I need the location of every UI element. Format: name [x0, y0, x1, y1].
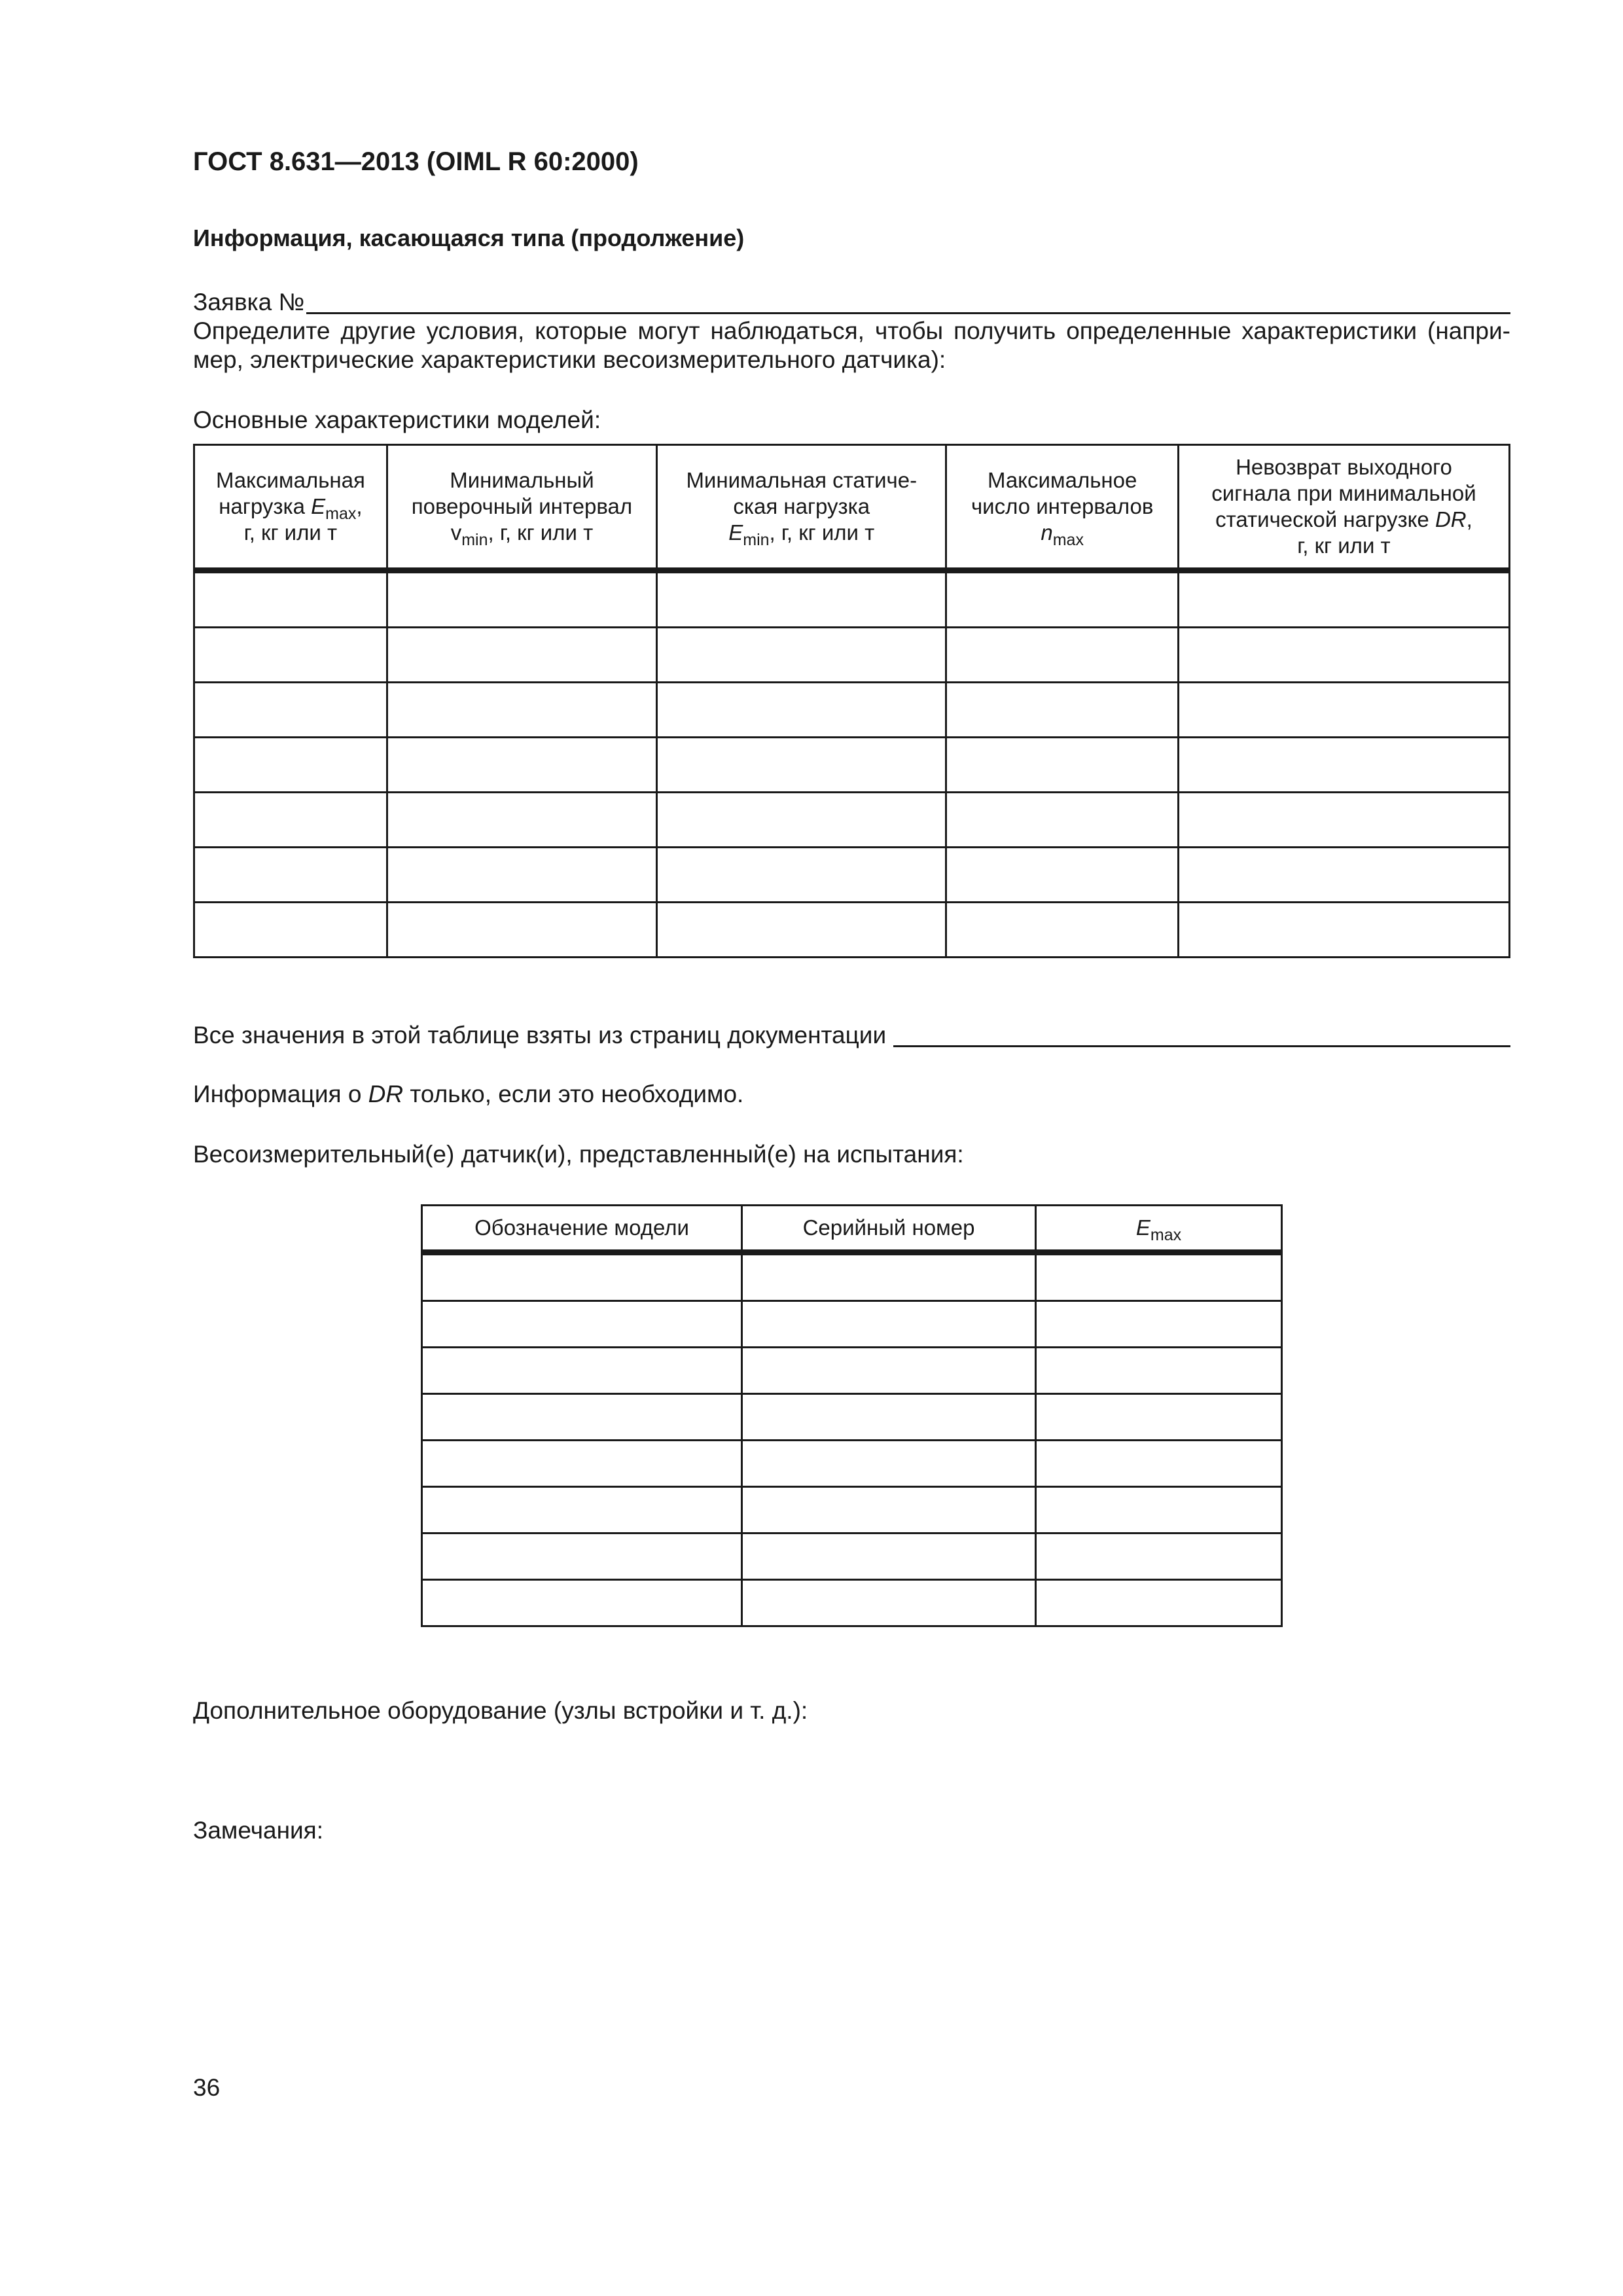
- col-header-line: , г, кг или т: [488, 520, 594, 545]
- table-row: [422, 1348, 1282, 1394]
- table-cell[interactable]: [1036, 1441, 1282, 1487]
- table-cell[interactable]: [194, 571, 387, 628]
- col-header-min-interval: [387, 445, 656, 571]
- table-cell[interactable]: [946, 903, 1179, 958]
- models-characteristics-table: [193, 444, 1510, 958]
- table-cell[interactable]: [1036, 1348, 1282, 1394]
- table-cell[interactable]: [742, 1394, 1036, 1441]
- table-cell[interactable]: [1036, 1253, 1282, 1301]
- subscript: min: [743, 531, 770, 549]
- table-cell[interactable]: [194, 793, 387, 848]
- table-cell[interactable]: [742, 1253, 1036, 1301]
- table-cell[interactable]: [946, 683, 1179, 738]
- table-cell[interactable]: [194, 683, 387, 738]
- col-header-emax: [1036, 1206, 1282, 1253]
- table-cell[interactable]: [1036, 1580, 1282, 1626]
- table-cell[interactable]: [387, 903, 656, 958]
- table-header-row: [422, 1206, 1282, 1253]
- instruction-line-1: Определите другие условия, которые могут наблюдаться, чтобы получить определенные характеристики (напри-: [193, 317, 1510, 344]
- table-row: [422, 1580, 1282, 1626]
- symbol: E: [311, 494, 326, 518]
- table-cell[interactable]: [1036, 1394, 1282, 1441]
- table-cell[interactable]: [946, 793, 1179, 848]
- col-header-line: статической нагрузке: [1215, 507, 1435, 531]
- table-cell[interactable]: [946, 571, 1179, 628]
- subscript: min: [461, 531, 488, 549]
- col-header-line: г, кг или т: [243, 520, 338, 545]
- col-header-line: Минимальная статиче-: [686, 468, 918, 492]
- table-cell[interactable]: [742, 1441, 1036, 1487]
- col-header-line: Максимальная: [215, 468, 365, 492]
- table-cell[interactable]: [422, 1487, 742, 1534]
- dr-note-text: только, если это необходимо.: [403, 1081, 744, 1107]
- table-row: [422, 1394, 1282, 1441]
- application-label: Заявка №: [193, 289, 305, 315]
- table-cell[interactable]: [1036, 1534, 1282, 1580]
- table-cell[interactable]: [387, 628, 656, 683]
- col-header-line: , г, кг или т: [769, 520, 875, 545]
- col-header-line: ,: [356, 494, 363, 518]
- table-row: [422, 1253, 1282, 1301]
- table-row: [194, 683, 1510, 738]
- table-cell[interactable]: [946, 848, 1179, 903]
- symbol: DR: [368, 1081, 404, 1107]
- dr-note: [193, 1080, 743, 1109]
- table-row: [422, 1487, 1282, 1534]
- table-cell[interactable]: [657, 571, 946, 628]
- table-cell[interactable]: [742, 1487, 1036, 1534]
- col-header-line: нагрузка: [219, 494, 312, 518]
- table-cell[interactable]: [742, 1301, 1036, 1348]
- table-cell[interactable]: [657, 738, 946, 793]
- col-header-line: ская нагрузка: [733, 494, 870, 518]
- table-header-row: [194, 445, 1510, 571]
- table-cell[interactable]: [422, 1441, 742, 1487]
- table-cell[interactable]: [1178, 683, 1509, 738]
- table-row: [422, 1301, 1282, 1348]
- col-header-line: ,: [1466, 507, 1472, 531]
- table-cell[interactable]: [946, 738, 1179, 793]
- table-row: [194, 903, 1510, 958]
- table-cell[interactable]: [742, 1348, 1036, 1394]
- table-row: [194, 571, 1510, 628]
- application-number-field[interactable]: [306, 312, 1510, 314]
- symbol: E: [728, 520, 743, 545]
- table-row: [194, 793, 1510, 848]
- table-cell[interactable]: [387, 683, 656, 738]
- table-cell[interactable]: [657, 683, 946, 738]
- table-cell[interactable]: [657, 628, 946, 683]
- document-header: ГОСТ 8.631—2013 (OIML R 60:2000): [193, 147, 639, 176]
- table-cell[interactable]: [422, 1394, 742, 1441]
- subscript: max: [325, 505, 357, 523]
- table-row: [422, 1534, 1282, 1580]
- table-cell[interactable]: [1036, 1487, 1282, 1534]
- table-cell[interactable]: [422, 1534, 742, 1580]
- subscript: max: [1150, 1226, 1182, 1244]
- col-header-max-load: [194, 445, 387, 571]
- symbol: n: [1041, 520, 1053, 545]
- documentation-pages-field[interactable]: [893, 1045, 1510, 1047]
- documentation-note: Все значения в этой таблице взяты из страниц документации: [193, 1022, 887, 1049]
- table-cell[interactable]: [1178, 848, 1509, 903]
- table-cell[interactable]: [742, 1534, 1036, 1580]
- table-cell[interactable]: [657, 793, 946, 848]
- dr-note-text: Информация о: [193, 1081, 368, 1107]
- table-cell[interactable]: [1178, 571, 1509, 628]
- table-cell[interactable]: [1178, 793, 1509, 848]
- table-row: [422, 1441, 1282, 1487]
- col-header-line: сигнала при минимальной: [1211, 481, 1476, 505]
- table-cell[interactable]: [1036, 1301, 1282, 1348]
- table-cell[interactable]: [657, 848, 946, 903]
- table-row: [194, 738, 1510, 793]
- col-header-max-intervals: [946, 445, 1179, 571]
- table-cell[interactable]: [422, 1348, 742, 1394]
- table-cell[interactable]: [387, 571, 656, 628]
- submitted-load-cells-table: [421, 1204, 1283, 1627]
- remarks-label: Замечания:: [193, 1817, 323, 1844]
- additional-equipment-label: Дополнительное оборудование (узлы встройки и т. д.):: [193, 1697, 808, 1724]
- table-cell[interactable]: [194, 628, 387, 683]
- col-header-line: г, кг или т: [1297, 533, 1391, 558]
- table-cell[interactable]: [387, 793, 656, 848]
- table-cell[interactable]: [194, 903, 387, 958]
- table-row: [194, 628, 1510, 683]
- table-cell[interactable]: [387, 848, 656, 903]
- col-header-line: число интервалов: [971, 494, 1154, 518]
- page-number: 36: [193, 2074, 221, 2101]
- table-cell[interactable]: [422, 1301, 742, 1348]
- symbol: DR: [1435, 507, 1467, 531]
- table-cell[interactable]: [1178, 903, 1509, 958]
- section-title: Информация, касающаяся типа (продолжение): [193, 224, 745, 251]
- col-header-line: Невозврат выходного: [1236, 455, 1452, 479]
- table-cell[interactable]: [194, 848, 387, 903]
- col-header-model: Обозначение модели: [422, 1206, 742, 1253]
- submitted-caption: Весоизмерительный(е) датчик(и), представленный(е) на испытания:: [193, 1141, 964, 1168]
- table-cell[interactable]: [657, 903, 946, 958]
- table-row: [194, 848, 1510, 903]
- models-caption: Основные характеристики моделей:: [193, 406, 601, 433]
- symbol: v: [450, 520, 462, 545]
- table-cell[interactable]: [1178, 628, 1509, 683]
- table-cell[interactable]: [422, 1580, 742, 1626]
- table-cell[interactable]: [742, 1580, 1036, 1626]
- col-header-output-return: [1178, 445, 1509, 571]
- col-header-serial: Серийный номер: [742, 1206, 1036, 1253]
- col-header-line: поверочный интервал: [411, 494, 633, 518]
- table-cell[interactable]: [194, 738, 387, 793]
- col-header-min-static-load: [657, 445, 946, 571]
- subscript: max: [1052, 531, 1084, 549]
- table-cell[interactable]: [946, 628, 1179, 683]
- symbol: E: [1135, 1215, 1150, 1240]
- col-header-line: Максимальное: [987, 468, 1137, 492]
- instruction-line-2: мер, электрические характеристики весоизмерительного датчика):: [193, 346, 946, 373]
- col-header-line: Минимальный: [450, 468, 594, 492]
- table-cell[interactable]: [422, 1253, 742, 1301]
- table-cell[interactable]: [1178, 738, 1509, 793]
- table-cell[interactable]: [387, 738, 656, 793]
